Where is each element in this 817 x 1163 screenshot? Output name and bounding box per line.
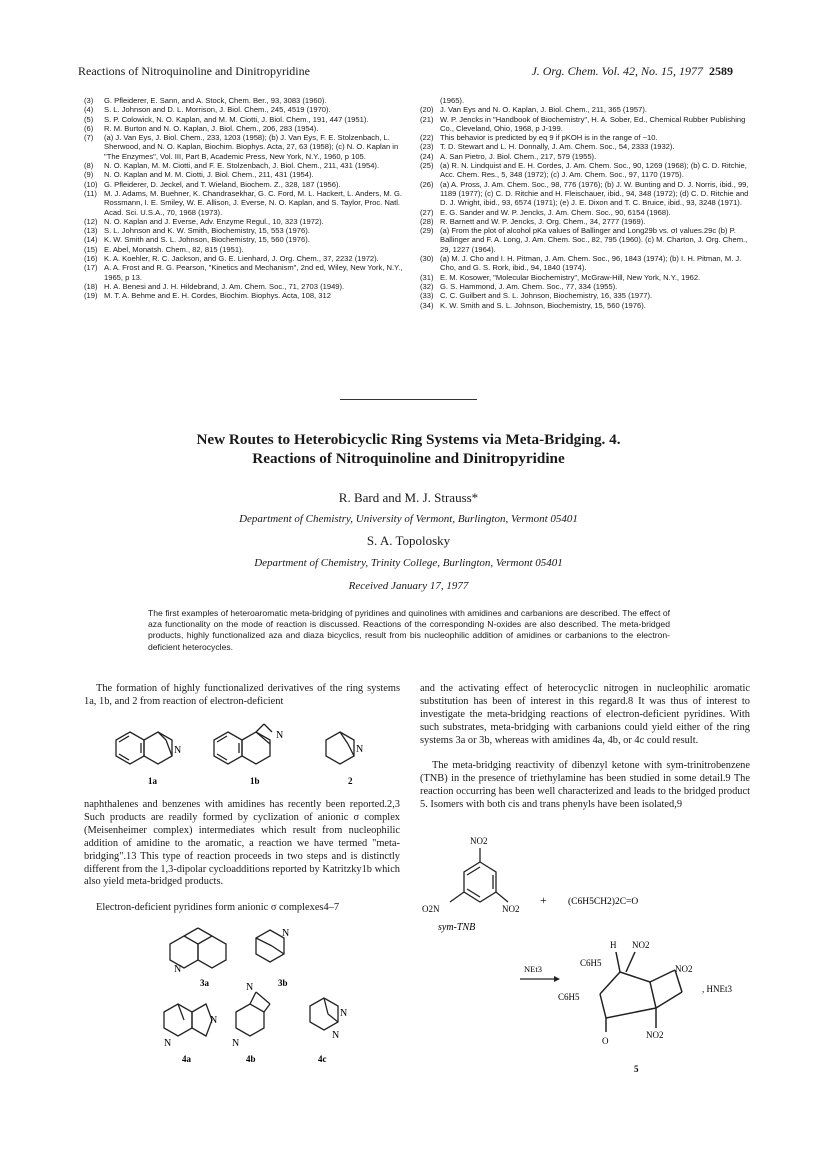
reference-text: A. A. Frost and R. G. Pearson, "Kinetics and Mechanism", 2nd ed, Wiley, New York, N.Y., 1965, p 13. [104,263,403,282]
reference-text: W. P. Jencks in "Handbook of Biochemistry", H. A. Sober, Ed., Chemical Rubber Publishing Co., Cleveland, Ohio, 1968, p J-199. [440,114,746,133]
reference-text: G. Pfleiderer, E. Sann, and A. Stock, Chem. Ber., 93, 3083 (1960). [104,96,327,105]
reference-number: (7) [84,133,94,143]
reference-text: S. P. Colowick, N. O. Kaplan, and M. M. Ciotti, J. Biol. Chem., 191, 447 (1951). [104,114,369,124]
reference-number: (30) [420,254,434,264]
reference-entry [84,180,406,189]
running-title: Reactions of Nitroquinoline and Dinitropyridine [78,64,310,78]
reference-entry [420,152,750,161]
reference-number: (19) [84,291,98,301]
tnb-no2-right: NO2 [502,904,520,914]
structures-1a-1b-2 [100,714,390,794]
dibenzyl-ketone: (C6H5CH2)2C=O [568,897,639,907]
reference-number: (14) [84,235,98,245]
atom-n-2: N [356,744,364,755]
product-no2-right: NO2 [675,964,693,974]
label-4b: 4b [246,1054,256,1064]
reference-text: H. A. Benesi and J. H. Hildebrand, J. Am. Chem. Soc., 71, 2703 (1949). [104,281,345,291]
reference-text: N. O. Kaplan and M. M. Ciotti, J. Biol. Chem., 211, 431 (1954). [104,170,314,180]
references-left-column [84,96,406,301]
reference-entry [420,273,750,282]
reference-entry [420,208,750,217]
reference-entry [420,180,750,208]
label-2: 2 [348,776,353,786]
reference-text: N. O. Kaplan and J. Everse, Adv. Enzyme Regul., 10, 323 (1972). [104,216,324,226]
atom-n-4c-2: N [332,1030,340,1041]
reference-text: (a) J. Van Eys, J. Biol. Chem., 233, 1203 (1958); (b) J. Van Eys, F. E. Stolzenbach, L. Sherwood, and N. O. Kaplan, Biochim. Biophys. Acta, 27, 63 (1958); (c) N. O. Kaplan in "The Enzymes", Vol. III, Part B, Academic Press, New York, N.Y., 1960, p 105. [104,133,399,161]
reference-entry [420,282,750,291]
atom-n-1b: N [276,730,284,741]
reference-entry [420,254,750,273]
reference-text: G. Pfleiderer, D. Jeckel, and T. Wieland, Biochem. Z., 328, 187 (1956). [104,179,341,189]
plus-sign: + [540,893,547,907]
structure-3b [256,930,284,962]
reference-text: (a) R. N. Lindquist and E. H. Cordes, J. Am. Chem. Soc., 90, 1269 (1968); (b) C. D. Ritchie, Acc. Chem. Res., 5, 348 (1972); (c) J. Am. Chem. Soc., 97, 1170 (1975). [440,161,747,180]
reference-entry [420,217,750,226]
product-c6h5-upper: C6H5 [580,958,602,968]
label-3a: 3a [200,978,209,988]
abstract: The first examples of heteroaromatic meta-bridging of pyridines and quinolines with amidines and carbanions are described. The effect of aza functionality on the mode of reaction is discussed. Reactions of the corresponding N-oxides are also described. The meta-bridged products, highly functionalized aza and diaza bicyclics, result from bis nucleophilic addition of amidines or carbanions to the electron-deficient heterocycles. [148,608,670,652]
reference-text: S. L. Johnson and K. W. Smith, Biochemistry, 15, 553 (1976). [104,226,310,236]
product-no2-top: NO2 [632,940,650,950]
reference-text: C. C. Guilbert and S. L. Johnson, Biochemistry, 16, 335 (1977). [440,291,653,301]
reference-entry [84,291,406,300]
reference-entry [84,245,406,254]
reference-text: (a) From the plot of alcohol pKa values of Ballinger and Long29b vs. σI values.29c (b) P. Ballinger and F. A. Long, J. Am. Chem. Soc., 82, 795 (1960). (c) M. Charton, J. Org. Chem., 29, 1227 (1964). [440,226,748,254]
reference-entry [84,115,406,124]
reference-text: (a) A. Pross, J. Am. Chem. Soc., 98, 776 (1976); (b) J. W. Bunting and D. J. Norris, ibid., 99, 1189 (1977); (c) C. D. Ritchie and H. Fleischauer, ibid., 94, 348 (1972); (d) C. D. Ritchie and D. J. Wright, ibid., 93, 6574 (1971); (e) J. E. Dixon and T. C. Bruice, ibid., 93, 3248 (1971). [440,179,749,208]
product-c6h5-lower: C6H5 [558,992,580,1002]
reference-text: E. G. Sander and W. P. Jencks, J. Am. Chem. Soc., 90, 6154 (1968). [440,207,671,217]
reference-number: (31) [420,272,434,282]
atom-n-3a: N [174,964,182,975]
reference-entry [420,226,750,254]
reference-number [420,96,440,105]
reference-entry [420,142,750,151]
product-h: H [610,940,617,950]
reference-number: (16) [84,254,98,264]
affiliation-primary: Department of Chemistry, University of Vermont, Burlington, Vermont 05401 [239,513,578,525]
reference-number: (26) [420,179,434,189]
scheme-tnb-to-product-5 [420,832,760,1092]
reference-number: (5) [84,114,94,124]
reference-number: (27) [420,207,434,217]
reference-number: (17) [84,263,98,273]
tnb-o2n-left: O2N [422,904,440,914]
reference-text: (1965). [440,96,465,105]
reference-text: G. S. Hammond, J. Am. Chem. Soc., 77, 334 (1955). [440,281,618,291]
reference-number: (15) [84,244,98,254]
atom-n-3b: N [282,928,290,939]
reference-text: M. J. Adams, M. Buehner, K. Chandrasekhar, G. C. Ford, M. L. Hackert, L. Anders, M. G. Rossmann, I. E. Smiley, W. E. Allison, J. Everse, N. O. Kaplan, and S. Taylor, Proc. Natl. Acad. Sci. U.S.A., 70, 1968 (1973). [104,188,402,217]
structure-4a [164,1004,212,1036]
reference-entry [420,161,750,180]
reference-number: (10) [84,179,98,189]
reference-text: R. M. Burton and N. O. Kaplan, J. Biol. Chem., 206, 283 (1954). [104,123,319,133]
structure-1a [116,732,172,764]
reference-entry [84,96,406,105]
journal-info: J. Org. Chem. Vol. 42, No. 15, 1977 [531,64,703,78]
reference-number: (29) [420,226,434,236]
reference-entry [84,226,406,235]
reference-text: This behavior is predicted by eq 9 if pKOH is in the range of ~10. [440,133,658,143]
reference-entry [84,170,406,179]
received-date: Received January 17, 1977 [348,580,469,592]
label-3b: 3b [278,978,288,988]
reference-text: T. D. Stewart and L. H. Donnally, J. Am. Chem. Soc., 54, 2333 (1932). [440,142,675,152]
article-title-line-1: New Routes to Heterobicyclic Ring Systems via Meta-Bridging. 4. [196,431,621,448]
reference-text: K. W. Smith and S. L. Johnson, Biochemistry, 15, 560 (1976). [440,300,646,310]
body-left-paragraph-1: The formation of highly functionalized derivatives of the ring systems 1a, 1b, and 2 from reaction of electron-deficient [84,683,400,707]
product-no2-bottom: NO2 [646,1030,664,1040]
reference-text: K. A. Koehler, R. C. Jackson, and G. E. Lienhard, J. Org. Chem., 37, 2232 (1972). [104,254,379,264]
reference-text: N. O. Kaplan, M. M. Ciotti, and F. E. Stolzenbach, J. Biol. Chem., 211, 431 (1954). [104,161,380,171]
tnb-no2-top: NO2 [470,836,488,846]
structure-4c [310,998,338,1030]
reference-entry [84,161,406,170]
reference-text: E. Abel, Monatsh. Chem., 82, 815 (1951). [104,244,244,254]
label-4a: 4a [182,1054,191,1064]
reference-entry [84,133,406,161]
label-1b: 1b [250,776,260,786]
atom-n-4b-2: N [232,1038,240,1049]
body-right-paragraph-2: The meta-bridging reactivity of dibenzyl ketone with sym-trinitrobenzene (TNB) in the presence of triethylamine has been studied in some detail.9 The reaction occurring has been well characterized and leads to the bridged product 5. Isomers with both cis and trans phenyls have been isolated,9 [420,760,750,810]
reference-entry [84,105,406,114]
reference-entry [84,282,406,291]
reference-number: (34) [420,300,434,310]
reaction-arrowhead [554,976,560,982]
reference-text: S. L. Johnson and D. L. Morrison, J. Biol. Chem., 245, 4519 (1970). [104,105,331,115]
reference-number: (33) [420,291,434,301]
atom-n-4b-1: N [246,982,254,993]
label-4c: 4c [318,1054,327,1064]
structures-3a-3b-4a-4b-4c [150,920,390,1070]
reference-number: (3) [84,96,94,105]
atom-n-1a: N [174,745,182,756]
journal-citation [531,64,733,79]
reference-entry [84,217,406,226]
reference-entry [84,124,406,133]
reference-number: (22) [420,133,434,143]
structure-3a [170,928,226,968]
reference-entry [84,189,406,217]
structure-tnb [450,848,508,902]
reference-number: (20) [420,105,434,115]
product-oxygen: O [602,1036,609,1046]
reference-text: R. Barnett and W. P. Jencks, J. Org. Chem., 34, 2777 (1969). [440,216,646,226]
label-1a: 1a [148,776,157,786]
reference-text: (a) M. J. Cho and I. H. Pitman, J. Am. Chem. Soc., 96, 1843 (1974); (b) I. H. Pitman, M. J. Cho, and G. S. Rork, ibid., 94, 1840 (1974). [440,254,742,273]
page-number: 2589 [709,64,733,78]
reference-number: (32) [420,281,434,291]
reference-text: A. San Pietro, J. Biol. Chem., 217, 579 (1955). [440,151,597,161]
tnb-label: sym-TNB [438,922,476,933]
reference-text: M. T. A. Behme and E. H. Cordes, Biochim. Biophys. Acta, 108, 312 [104,291,331,301]
reference-entry [420,133,750,142]
reference-number: (28) [420,216,434,226]
reference-text: E. M. Kosower, "Molecular Biochemistry", McGraw-Hill, New York, N.Y., 1962. [440,272,701,282]
atom-n-4a-1: N [164,1038,172,1049]
reference-number: (24) [420,151,434,161]
authors-primary: R. Bard and M. J. Strauss* [338,490,479,505]
affiliation-secondary: Department of Chemistry, Trinity College, Burlington, Vermont 05401 [254,557,563,569]
reference-number: (18) [84,281,98,291]
section-divider [340,399,477,400]
reference-entry [420,115,750,134]
structure-product-5 [600,952,682,1032]
reference-entry [420,105,750,114]
reference-text: J. Van Eys and N. O. Kaplan, J. Biol. Chem., 211, 365 (1957). [440,105,647,115]
authors-secondary: S. A. Topolosky [366,533,451,548]
structure-2 [326,732,354,764]
reagent-base: NEt3 [524,964,542,974]
atom-n-4a-2: N [210,1015,218,1026]
body-left-paragraph-3: Electron-deficient pyridines form anionic σ complexes4–7 [96,902,340,913]
reference-entry [420,291,750,300]
structure-4b [236,992,270,1036]
structure-1b [214,724,272,764]
article-title-line-2: Reactions of Nitroquinoline and Dinitropyridine [252,450,565,467]
body-right-paragraph-1: and the activating effect of heterocyclic nitrogen in nucleophilic aromatic substitution has been of interest in this regard.8 It was thus of interest to investigate the meta-bridging reactions of electron-deficient pyridines. With such substrates, meta-bridging with carbanions could yield either of the ring systems 3a or 3b, whereas with amidines 4a, 4b, or 4c could result. [420,683,750,746]
reference-number: (13) [84,226,98,236]
reference-number: (12) [84,216,98,226]
reference-entry [84,254,406,263]
reference-entry [420,96,750,105]
reference-number: (9) [84,170,94,180]
reference-text: K. W. Smith and S. L. Johnson, Biochemistry, 15, 560 (1976). [104,235,310,245]
label-5: 5 [634,1064,639,1074]
reference-number: (4) [84,105,94,115]
reference-entry [84,263,406,282]
reference-number: (23) [420,142,434,152]
reference-entry [420,301,750,310]
body-left-paragraph-2: naphthalenes and benzenes with amidines has recently been reported.2,3 Such products are readily formed by cyclization of anionic σ complex (Meisenheimer complex) intermediates which result from nucleophilic addition of amidine to the aromatic, a reaction we have termed "meta-bridging".13 This type of reaction proceeds in two steps and is distinctly different from the 1,3-dipolar cycloadditions reported by Katritzky1b which also yield meta-bridged products. [84,799,400,888]
article-title [120,430,697,468]
references-right-column [420,96,750,310]
reference-number: (6) [84,123,94,133]
reference-number: (25) [420,161,434,171]
reference-number: (11) [84,188,97,198]
reference-number: (21) [420,114,434,124]
reference-number: (8) [84,161,94,171]
reference-entry [84,235,406,244]
atom-n-4c-1: N [340,1008,348,1019]
product-counterion: , HNEt3 [702,984,732,994]
